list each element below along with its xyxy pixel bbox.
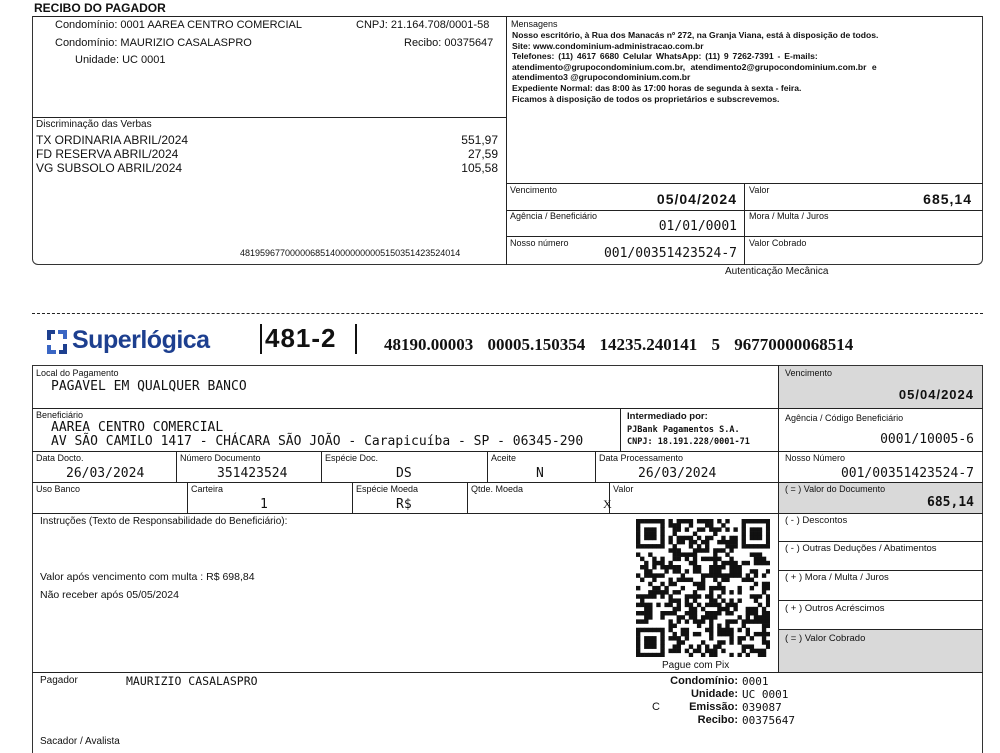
- receipt-message-line: Telefones: (11) 4617 6680 Celular WhatsApp: (11) 9 7262-7391 - E-mails:: [512, 51, 818, 62]
- slip-right-row-line: [779, 541, 983, 542]
- uso-banco-label: Uso Banco: [36, 484, 81, 494]
- outras-deducoes-label: ( - ) Outras Deduções / Abatimentos: [785, 543, 937, 554]
- descontos-label: ( - ) Descontos: [785, 515, 848, 526]
- pague-pix-label: Pague com Pix: [662, 660, 730, 671]
- intermediado-cnpj: CNPJ: 18.191.228/0001-71: [627, 437, 750, 447]
- receipt-cnpj: CNPJ: 21.164.708/0001-58: [356, 19, 490, 31]
- especie-doc: DS: [396, 466, 412, 481]
- slip-nosso-numero: 001/00351423524-7: [840, 466, 974, 481]
- slip-vline: [620, 408, 621, 451]
- slip-nosso-numero-label: Nosso Número: [785, 453, 846, 463]
- valor-doc: 685,14: [927, 495, 974, 510]
- slip-agencia-label: Agência / Código Beneficiário: [785, 413, 904, 423]
- data-proc-label: Data Processamento: [599, 453, 684, 463]
- slip-vline: [467, 482, 468, 513]
- receipt-barcode-digits: 48195967700000685140000000005150351423524014: [240, 248, 461, 258]
- instrucao-nao-receber: Não receber após 05/05/2024: [40, 589, 179, 601]
- intermediado-name: PJBank Pagamentos S.A.: [627, 425, 740, 435]
- pagador-cond-label: Condomínio:: [670, 675, 738, 687]
- receipt-autenticacao: Autenticação Mecânica: [725, 266, 829, 277]
- especie-moeda-label: Espécie Moeda: [356, 484, 419, 494]
- local-pagamento-label: Local do Pagamento: [36, 368, 119, 378]
- bank-code-right-bar: [355, 324, 357, 354]
- receipt-item-value: 551,97: [461, 133, 498, 147]
- receipt-nosso-numero: 001/00351423524-7: [603, 246, 737, 261]
- slip-vline: [595, 451, 596, 482]
- receipt-message-line: Site: www.condominium-administracao.com.br: [512, 40, 704, 51]
- slip-agencia: 0001/10005-6: [880, 432, 974, 447]
- qtde-moeda-label: Qtde. Moeda: [471, 484, 524, 494]
- receipt-condominio-line1: Condomínio: 0001 AAREA CENTRO COMERCIAL: [55, 19, 302, 31]
- receipt-discrim-label: Discriminação das Verbas: [36, 119, 152, 130]
- pagador-label: Pagador: [40, 675, 78, 686]
- receipt-recibo: Recibo: 00375647: [404, 37, 494, 49]
- receipt-item-desc: TX ORDINARIA ABRIL/2024: [36, 133, 189, 147]
- aceite-label: Aceite: [491, 453, 517, 463]
- receipt-message-line: atendimento3 @grupocondominium.com.br: [512, 72, 691, 83]
- receipt-agencia-label: Agência / Beneficiário: [510, 211, 598, 221]
- receipt-valor-label: Valor: [749, 185, 770, 195]
- receipt-agencia: 01/01/0001: [658, 219, 737, 234]
- bank-logo-icon: [44, 328, 70, 356]
- receipt-item-desc: FD RESERVA ABRIL/2024: [36, 147, 179, 161]
- receipt-condominio-line2: Condomínio: MAURIZIO CASALASPRO: [55, 37, 252, 49]
- carteira-label: Carteira: [191, 484, 224, 494]
- pagador-name: MAURIZIO CASALASPRO: [126, 674, 258, 688]
- slip-vline: [176, 451, 177, 482]
- aceite: N: [536, 466, 544, 481]
- receipt-discrim-divider: [32, 117, 506, 118]
- receipt-message-line: Expediente Normal: das 8:00 às 17:00 horas de segunda à sexta - feira.: [512, 82, 802, 93]
- slip-vline: [487, 451, 488, 482]
- cut-line: [32, 313, 983, 314]
- pagador-unidade-value: UC 0001: [742, 688, 789, 701]
- outros-acrescimos-label: ( + ) Outros Acréscimos: [785, 603, 885, 614]
- carteira: 1: [260, 497, 268, 512]
- bank-logo-text: Superlógica: [72, 326, 210, 354]
- receipt-message-line: Ficamos à disposição de todos os proprietários e subscrevemos.: [512, 93, 780, 104]
- beneficiario-address: AV SÃO CAMILO 1417 - CHÁCARA SÃO JOÃO - Carapicuíba - SP - 06345-290: [51, 434, 584, 449]
- bank-code-left-bar: [260, 324, 262, 354]
- local-pagamento: PAGAVEL EM QUALQUER BANCO: [51, 379, 247, 394]
- slip-right-row-line: [779, 570, 983, 571]
- receipt-divider: [506, 16, 507, 265]
- num-doc: 351423524: [217, 466, 288, 481]
- receipt-item-value: 105,58: [461, 161, 498, 175]
- receipt-mora-label: Mora / Multa / Juros: [749, 211, 829, 221]
- slip-vline: [187, 482, 188, 513]
- receipt-message-line: Nosso escritório, à Rua dos Manacás nº 272, na Granja Viana, está à disposição de todos.: [512, 30, 879, 40]
- receipt-valor-cobrado-label: Valor Cobrado: [749, 238, 807, 248]
- num-doc-label: Número Documento: [180, 453, 261, 463]
- receipt-mensagens-label: Mensagens: [511, 19, 558, 29]
- receipt-valor: 685,14: [923, 191, 972, 207]
- pagador-unidade-label: Unidade:: [690, 688, 738, 700]
- beneficiario-label: Beneficiário: [36, 410, 84, 420]
- valor-label: Valor: [613, 484, 634, 494]
- receipt-unidade: Unidade: UC 0001: [75, 54, 166, 66]
- receipt-message-line: atendimento@grupocondominium.com.br, atendimento2@grupocondominium.com.br e: [512, 61, 877, 72]
- data-proc: 26/03/2024: [638, 466, 717, 481]
- valor-doc-label: ( = ) Valor do Documento: [785, 484, 886, 494]
- receipt-messages: [512, 30, 978, 104]
- receipt-item-desc: VG SUBSOLO ABRIL/2024: [36, 161, 183, 175]
- slip-row-line: [32, 408, 983, 409]
- pix-qr-code: [636, 519, 770, 657]
- valor-x: X: [603, 497, 612, 511]
- slip-right-row-line: [779, 629, 983, 630]
- intermediado-label: Intermediado por:: [627, 411, 708, 422]
- mora-label: ( + ) Mora / Multa / Juros: [785, 572, 889, 583]
- bank-code: 481-2: [265, 323, 337, 353]
- slip-vencimento-label: Vencimento: [785, 368, 833, 378]
- data-doc-label: Data Docto.: [36, 453, 84, 463]
- slip-right-row-line: [779, 600, 983, 601]
- receipt-box-vdivider: [744, 183, 745, 265]
- beneficiario-name: AAREA CENTRO COMERCIAL: [51, 420, 224, 435]
- pagador-cond-value: 0001: [742, 675, 769, 688]
- especie-moeda: R$: [396, 497, 412, 512]
- sacador-label: Sacador / Avalista: [40, 736, 120, 747]
- slip-vline: [321, 451, 322, 482]
- slip-row-line: [32, 451, 983, 452]
- valor-cobrado-label: ( = ) Valor Cobrado: [785, 633, 866, 644]
- slip-row-line: [32, 482, 983, 483]
- especie-doc-label: Espécie Doc.: [325, 453, 379, 463]
- pagador-c-mark: C: [652, 701, 660, 713]
- pagador-recibo-label: Recibo:: [697, 714, 738, 726]
- data-doc: 26/03/2024: [66, 466, 145, 481]
- slip-row-line: [32, 672, 983, 673]
- pagador-emissao-label: Emissão:: [689, 701, 738, 713]
- slip-right-column-line: [778, 365, 779, 672]
- linha-digitavel: 48190.00003 00005.150354 14235.240141 5 96770000068514: [384, 335, 854, 354]
- slip-row-line: [32, 513, 983, 514]
- slip-vline: [352, 482, 353, 513]
- receipt-vencimento-label: Vencimento: [510, 185, 558, 195]
- instrucao-multa: Valor após vencimento com multa : R$ 698,84: [40, 571, 255, 583]
- instrucoes-label: Instruções (Texto de Responsabilidade do Beneficiário):: [40, 516, 288, 527]
- pagador-recibo-value: 00375647: [742, 714, 795, 727]
- receipt-nosso-numero-label: Nosso número: [510, 238, 569, 248]
- receipt-title: RECIBO DO PAGADOR: [34, 1, 166, 15]
- pagador-emissao-value: 039087: [742, 701, 782, 714]
- slip-vencimento: 05/04/2024: [898, 387, 974, 402]
- receipt-vencimento: 05/04/2024: [656, 191, 737, 207]
- receipt-item-value: 27,59: [467, 147, 498, 161]
